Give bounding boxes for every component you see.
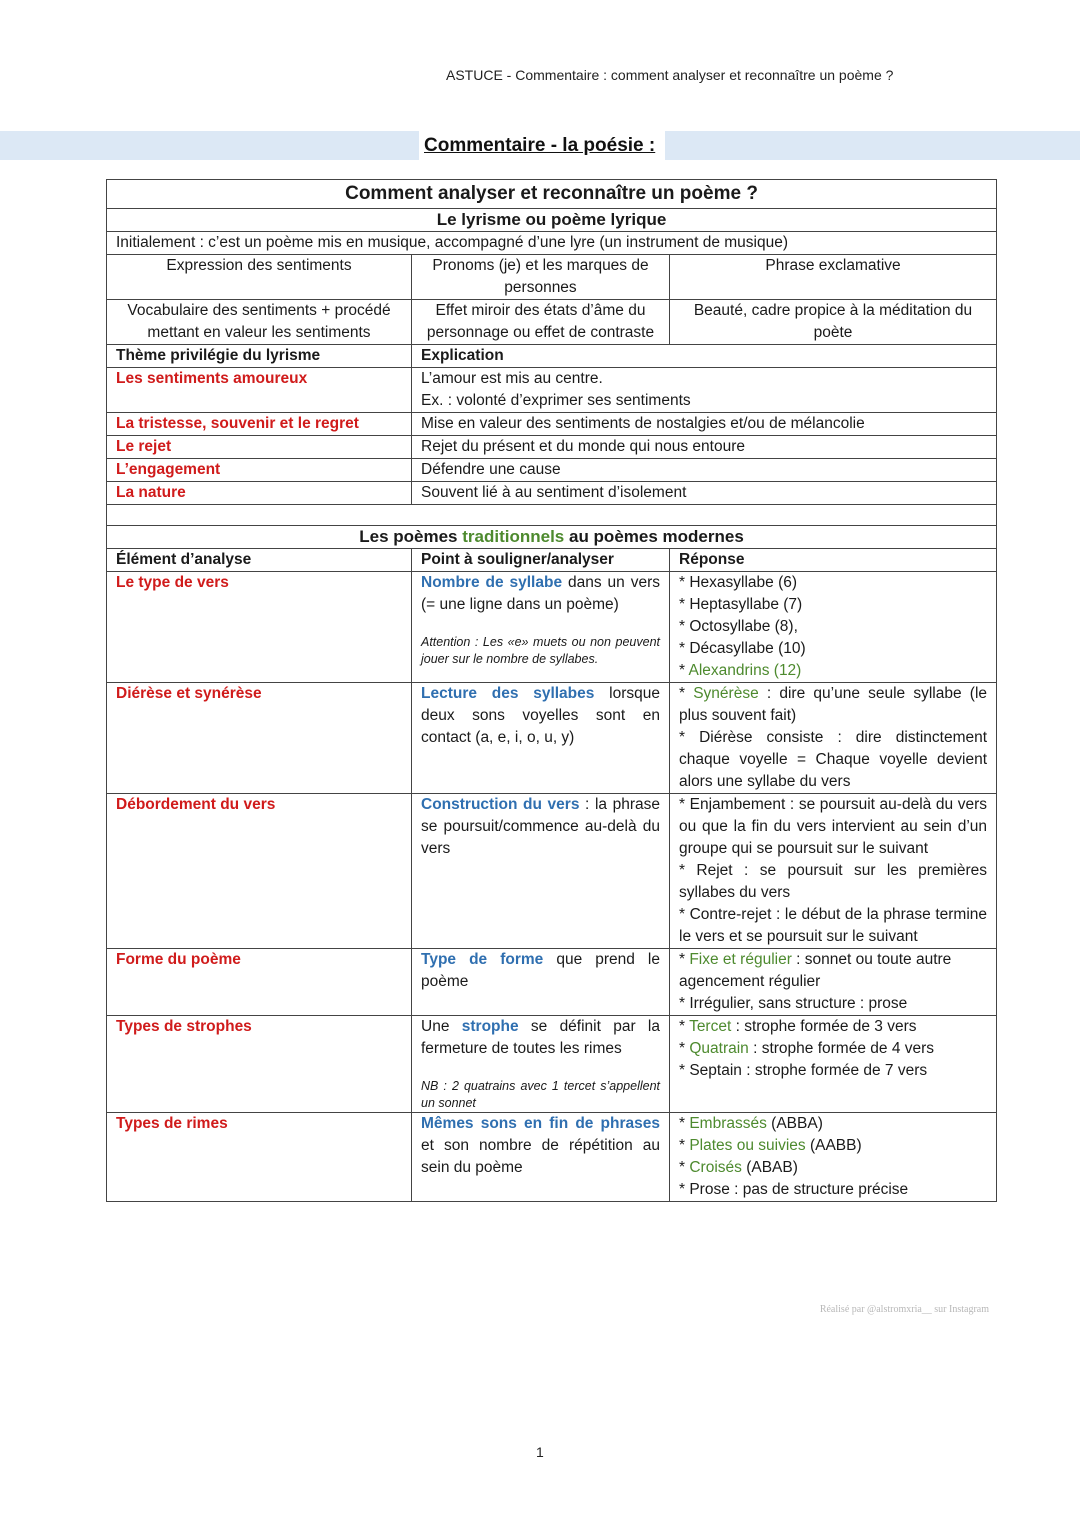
reponse-cell: [670, 572, 997, 683]
reponse-text: : dire qu’une seule syllabe (le plus souvent fait): [679, 685, 988, 724]
grid-cell: Effet miroir des états d’âme du personnage ou effet de contraste: [412, 300, 670, 345]
table1-grid-row: [107, 300, 997, 345]
reponse-keyword: Synérèse: [693, 685, 759, 702]
grid-cell: Pronoms (je) et les marques de personnes: [412, 255, 670, 300]
element-label: Types de rimes: [107, 1113, 412, 1202]
reponse-text: : strophe formée de 4 vers: [748, 1040, 935, 1057]
grid-cell: Phrase exclamative: [670, 255, 997, 300]
reponse-text: : strophe formée de 3 vers: [731, 1018, 917, 1035]
reponse-keyword: Tercet: [689, 1018, 732, 1035]
point-keyword: Type de forme: [421, 951, 544, 968]
analysis-row-dierese: [107, 683, 997, 794]
explication-header: Explication: [412, 345, 997, 368]
theme-label: Le rejet: [107, 436, 412, 459]
point-keyword: strophe: [461, 1018, 519, 1035]
point-cell: [412, 1016, 670, 1113]
reponse-line: * Diérèse consiste : dire distinctement chaque voyelle = Chaque voyelle devient alors une syllabe du vers: [679, 729, 988, 790]
table2-title: [107, 526, 997, 549]
point-keyword: Construction du vers: [421, 796, 580, 813]
theme-header: Thème privilégie du lyrisme: [107, 345, 412, 368]
reponse-line: * Décasyllabe (10): [679, 640, 806, 657]
point-cell: [412, 1113, 670, 1202]
reponse-text: (ABAB): [741, 1159, 798, 1176]
theme-row: [107, 413, 997, 436]
point-cell: [412, 949, 670, 1016]
reponse-line: * Irrégulier, sans structure : prose: [679, 995, 908, 1012]
reponse-line: * Enjambement : se poursuit au-delà du vers ou que la fin du vers intervient au sein d’un groupe qui se poursuit sur le suivant: [679, 796, 988, 857]
theme-label: La nature: [107, 482, 412, 505]
reponse-line: * Heptasyllabe (7): [679, 596, 803, 613]
table1-grid-row: [107, 255, 997, 300]
title-band-right: [665, 131, 1080, 160]
theme-row: [107, 459, 997, 482]
page-number: 1: [536, 1444, 544, 1460]
bullet: *: [679, 1018, 690, 1035]
reponse-keyword: Alexandrins (12): [688, 662, 802, 679]
point-cell: [412, 794, 670, 949]
bullet: *: [679, 1159, 690, 1176]
reponse-keyword: Quatrain: [689, 1040, 749, 1057]
theme-label: Les sentiments amoureux: [107, 368, 412, 413]
point-keyword: Lecture des syllabes: [421, 685, 595, 702]
spacer-cell: [107, 505, 997, 526]
table1-intro: Initialement : c’est un poème mis en musique, accompagné d’une lyre (un instrument de musique): [107, 232, 997, 255]
reponse-line: * Septain : strophe formée de 7 vers: [679, 1062, 928, 1079]
point-cell: [412, 572, 670, 683]
element-label: Débordement du vers: [107, 794, 412, 949]
header-title: ASTUCE - Commentaire : comment analyser et reconnaître un poème ?: [446, 67, 894, 83]
table1-subtitle: Le lyrisme ou poème lyrique: [107, 209, 997, 232]
theme-explication: Souvent lié à au sentiment d’isolement: [412, 482, 997, 505]
reponse-line: [679, 1157, 987, 1179]
table2-title-pre: Les poèmes: [359, 527, 463, 546]
bullet: *: [679, 662, 689, 679]
reponse-line: [679, 949, 987, 993]
theme-label: L’engagement: [107, 459, 412, 482]
bullet: *: [679, 951, 690, 968]
analysis-row-rimes: [107, 1113, 997, 1202]
theme-header-row: [107, 345, 997, 368]
reponse-line: * Rejet : se poursuit sur les premières syllabes du vers: [679, 862, 988, 901]
reponse-cell: [670, 683, 997, 794]
point-text: : la phrase se poursuit/commence au-delà du vers: [421, 796, 660, 857]
analysis-row-type-vers: [107, 572, 997, 683]
analysis-row-forme: [107, 949, 997, 1016]
reponse-line: [679, 1113, 987, 1135]
grid-cell: Beauté, cadre propice à la méditation du poète: [670, 300, 997, 345]
reponse-line: [679, 1038, 987, 1060]
theme-row: [107, 482, 997, 505]
reponse-line: [679, 1135, 987, 1157]
reponse-line: * Hexasyllabe (6): [679, 574, 798, 591]
table1-subtitle-row: [107, 209, 997, 232]
col-header-point: Point à souligner/analyser: [412, 549, 670, 572]
theme-row: [107, 368, 997, 413]
point-keyword: Mêmes sons en fin de phrases: [421, 1115, 660, 1132]
bullet: *: [679, 685, 694, 702]
point-text: Une: [421, 1018, 462, 1035]
theme-row: [107, 436, 997, 459]
reponse-keyword: Plates ou suivies: [689, 1137, 806, 1154]
table1-title: Comment analyser et reconnaître un poème ?: [107, 180, 997, 209]
theme-explication-line: L’amour est mis au centre.: [421, 370, 603, 387]
table2-title-green: traditionnels: [462, 527, 565, 546]
table1-title-row: [107, 180, 997, 209]
point-text: dans un vers (= une ligne dans un poème): [421, 574, 660, 613]
col-header-reponse: Réponse: [670, 549, 997, 572]
theme-explication: Défendre une cause: [412, 459, 997, 482]
reponse-keyword: Embrassés: [689, 1115, 767, 1132]
poetry-analysis-table: [106, 179, 997, 1202]
reponse-line: * Octosyllabe (8),: [679, 618, 798, 635]
reponse-line: * Contre-rejet : le début de la phrase termine le vers et se poursuit sur le suivant: [679, 906, 988, 945]
reponse-keyword: Croisés: [689, 1159, 742, 1176]
analysis-row-strophes: [107, 1016, 997, 1113]
point-text: se définit par la fermeture de toutes les rimes: [421, 1018, 660, 1057]
analysis-row-debordement: [107, 794, 997, 949]
table1-intro-row: [107, 232, 997, 255]
table2-title-row: [107, 526, 997, 549]
reponse-text: (ABBA): [766, 1115, 823, 1132]
element-label: Le type de vers: [107, 572, 412, 683]
element-label: Diérèse et synérèse: [107, 683, 412, 794]
reponse-line: [679, 683, 987, 727]
grid-cell: Expression des sentiments: [107, 255, 412, 300]
title-band-left: [0, 131, 419, 160]
reponse-cell: [670, 949, 997, 1016]
grid-cell: Vocabulaire des sentiments + procédé mettant en valeur les sentiments: [107, 300, 412, 345]
point-note: NB : 2 quatrains avec 1 tercet s’appellent un sonnet: [421, 1079, 660, 1110]
reponse-text: : sonnet ou toute autre agencement régulier: [679, 951, 952, 990]
element-label: Forme du poème: [107, 949, 412, 1016]
theme-explication: [412, 368, 997, 413]
reponse-cell: [670, 1016, 997, 1113]
reponse-keyword: Fixe et régulier: [689, 951, 792, 968]
theme-explication: Mise en valeur des sentiments de nostalgies et/ou de mélancolie: [412, 413, 997, 436]
bullet: *: [679, 1115, 690, 1132]
reponse-cell: [670, 1113, 997, 1202]
bullet: *: [679, 1137, 690, 1154]
theme-label: La tristesse, souvenir et le regret: [107, 413, 412, 436]
reponse-cell: [670, 794, 997, 949]
point-text: que prend le poème: [421, 951, 660, 990]
point-cell: [412, 683, 670, 794]
reponse-line: [679, 1016, 987, 1038]
theme-explication-line: Ex. : volonté d’exprimer ses sentiments: [421, 392, 691, 409]
table2-title-post: au poèmes modernes: [564, 527, 744, 546]
point-text: et son nombre de répétition au sein du poème: [421, 1137, 660, 1176]
doc-title: Commentaire - la poésie :: [424, 135, 656, 156]
reponse-line: * Prose : pas de structure précise: [679, 1181, 909, 1198]
element-label: Types de strophes: [107, 1016, 412, 1113]
spacer-row: [107, 505, 997, 526]
col-header-element: Élément d’analyse: [107, 549, 412, 572]
bullet: *: [679, 1040, 690, 1057]
reponse-line: [679, 660, 987, 682]
theme-explication: Rejet du présent et du monde qui nous entoure: [412, 436, 997, 459]
reponse-text: (AABB): [805, 1137, 862, 1154]
table2-header-row: [107, 549, 997, 572]
footer-credit: Réalisé par @alstromxria__ sur Instagram: [819, 1304, 989, 1315]
point-note: Attention : Les «e» muets ou non peuvent jouer sur le nombre de syllabes.: [421, 635, 660, 666]
point-keyword: Nombre de syllabe: [421, 574, 563, 591]
point-text: lorsque deux sons voyelles sont en contact (a, e, i, o, u, y): [421, 685, 660, 746]
